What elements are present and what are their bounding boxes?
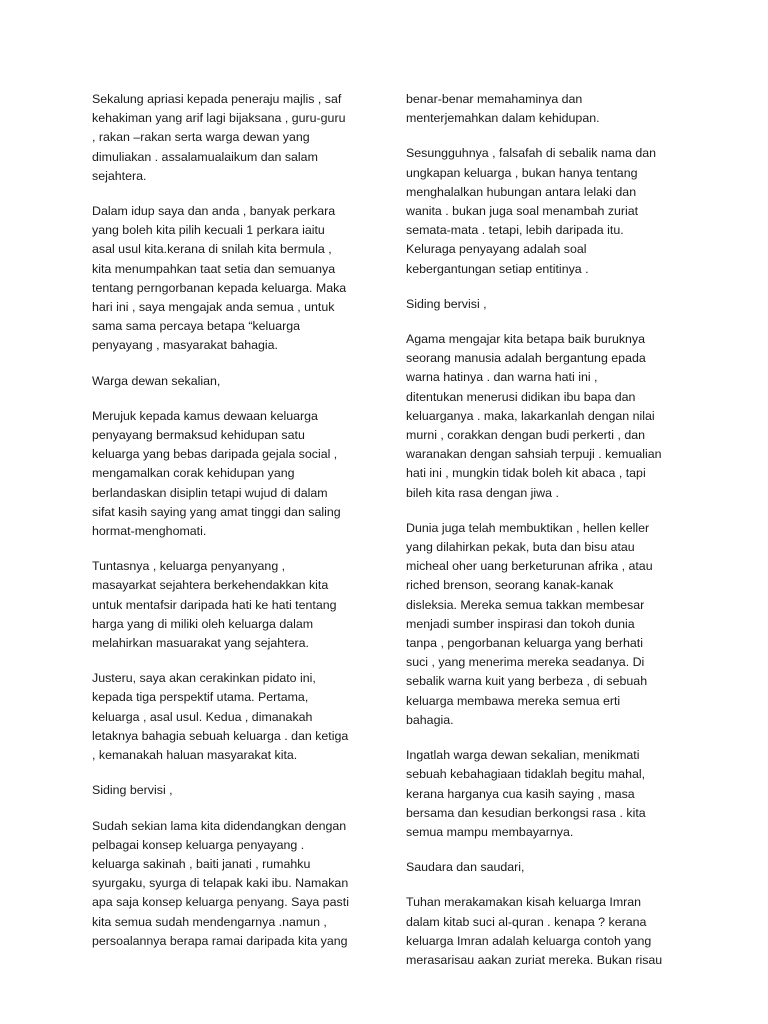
- paragraph: Merujuk kepada kamus dewaan keluarga penyayang bermaksud kehidupan satu keluarga yang bebas daripada gejala social , mengamalkan corak kehidupan yang berlandaskan disiplin tetapi wujud di dalam sifat kasih saying yang amat tinggi dan saling hormat-menghomati.: [92, 408, 341, 539]
- left-column: [92, 90, 364, 967]
- paragraph: Justeru, saya akan cerakinkan pidato ini, kepada tiga perspektif utama. Pertama, keluarga , asal usul. Kedua , dimanakah letaknya bahagia sebuah keluarga . dan ketiga , kemanakah haluan masyarakat kita.: [92, 671, 349, 763]
- paragraph: Ingatlah warga dewan sekalian, menikmati sebuah kebahagiaan tidaklah begitu mahal, kerana harganya cua kasih saying , masa bersama dan kesudian berkongsi rasa . kita semua mampu membayarnya.: [406, 748, 646, 839]
- paragraph: Siding bervisi ,: [406, 296, 487, 311]
- paragraph: Sekalung apriasi kepada peneraju majlis , saf kehakiman yang arif lagi bijaksana , guru-guru , rakan –rakan serta warga dewan yang dimuliakan . assalamualaikum dan salam sejahtera.: [92, 92, 346, 183]
- paragraph: Tuntasnya , keluarga penyanyang , masayarkat sejahtera berkehendakkan kita untuk mentafsir daripada hati ke hati tentang harga yang di miliki oleh keluarga dalam melahirkan masuarakat yang sejahtera.: [92, 559, 337, 651]
- paragraph: benar-benar memahaminya dan menterjemahkan dalam kehidupan.: [406, 92, 600, 126]
- paragraph: Agama mengajar kita betapa baik buruknya seorang manusia adalah bergantung epada warna hatinya . dan warna hati ini , ditentukan menerusi didikan ibu bapa dan keluarganya . maka, lakarkanlah dengan nilai murni , corakkan dengan budi perkerti , dan waranakan dengan sahsiah terpuji . kemualian hati ini , mungkin tidak boleh kit abaca , tapi bileh kita rasa dengan jiwa .: [406, 332, 662, 500]
- paragraph: Siding bervisi ,: [92, 783, 173, 798]
- paragraph: Saudara dan saudari,: [406, 860, 525, 875]
- right-column: [406, 90, 678, 986]
- paragraph: Sudah sekian lama kita didendangkan dengan pelbagai konsep keluarga penyayang . keluarga sakinah , baiti janati , rumahku syurgaku, syurga di telapak kaki ibu. Namakan apa saja konsep keluarga penyang. Saya pasti kita semua sudah mendengarnya .namun , persoalannya berapa ramai daripada kita yang: [92, 818, 349, 948]
- paragraph: Dalam idup saya dan anda , banyak perkara yang boleh kita pilih kecuali 1 perkara iaitu asal usul kita.kerana di snilah kita bermula , kita menumpahkan taat setia dan semuanya tentang perngorbanan kepada keluarga. Maka hari ini , saya mengajak anda semua , untuk sama sama percaya betapa “keluarga penyayang , masyarakat bahagia.: [92, 204, 347, 353]
- paragraph: Tuhan merakamakan kisah keluarga Imran dalam kitab suci al-quran . kenapa ? kerana keluarga Imran adalah keluarga contoh yang merasarisau aakan zuriat mereka. Bukan risau: [406, 895, 663, 967]
- paragraph: Warga dewan sekalian,: [92, 373, 221, 388]
- paragraph: Dunia juga telah membuktikan , hellen keller yang dilahirkan pekak, buta dan bisu atau micheal oher uang berketurunan afrika , atau riched brenson, seorang kanak-kanak disleksia. Mereka semua takkan membesar menjadi sumber inspirasi dan tokoh dunia tanpa , pengorbanan keluarga yang berhati suci , yang menerima mereka seadanya. Di sebalik warna kuit yang berbeza , di sebuah keluarga membawa mereka semua erti bahagia.: [406, 520, 653, 727]
- paragraph: Sesungguhnya , falsafah di sebalik nama dan ungkapan keluarga , bukan hanya tentang menghalalkan hubungan antara lelaki dan wanita . bukan juga soal menambah zuriat semata-mata . tetapi, lebih daripada itu. Keluraga penyayang adalah soal kebergantungan setiap entitinya .: [406, 146, 657, 276]
